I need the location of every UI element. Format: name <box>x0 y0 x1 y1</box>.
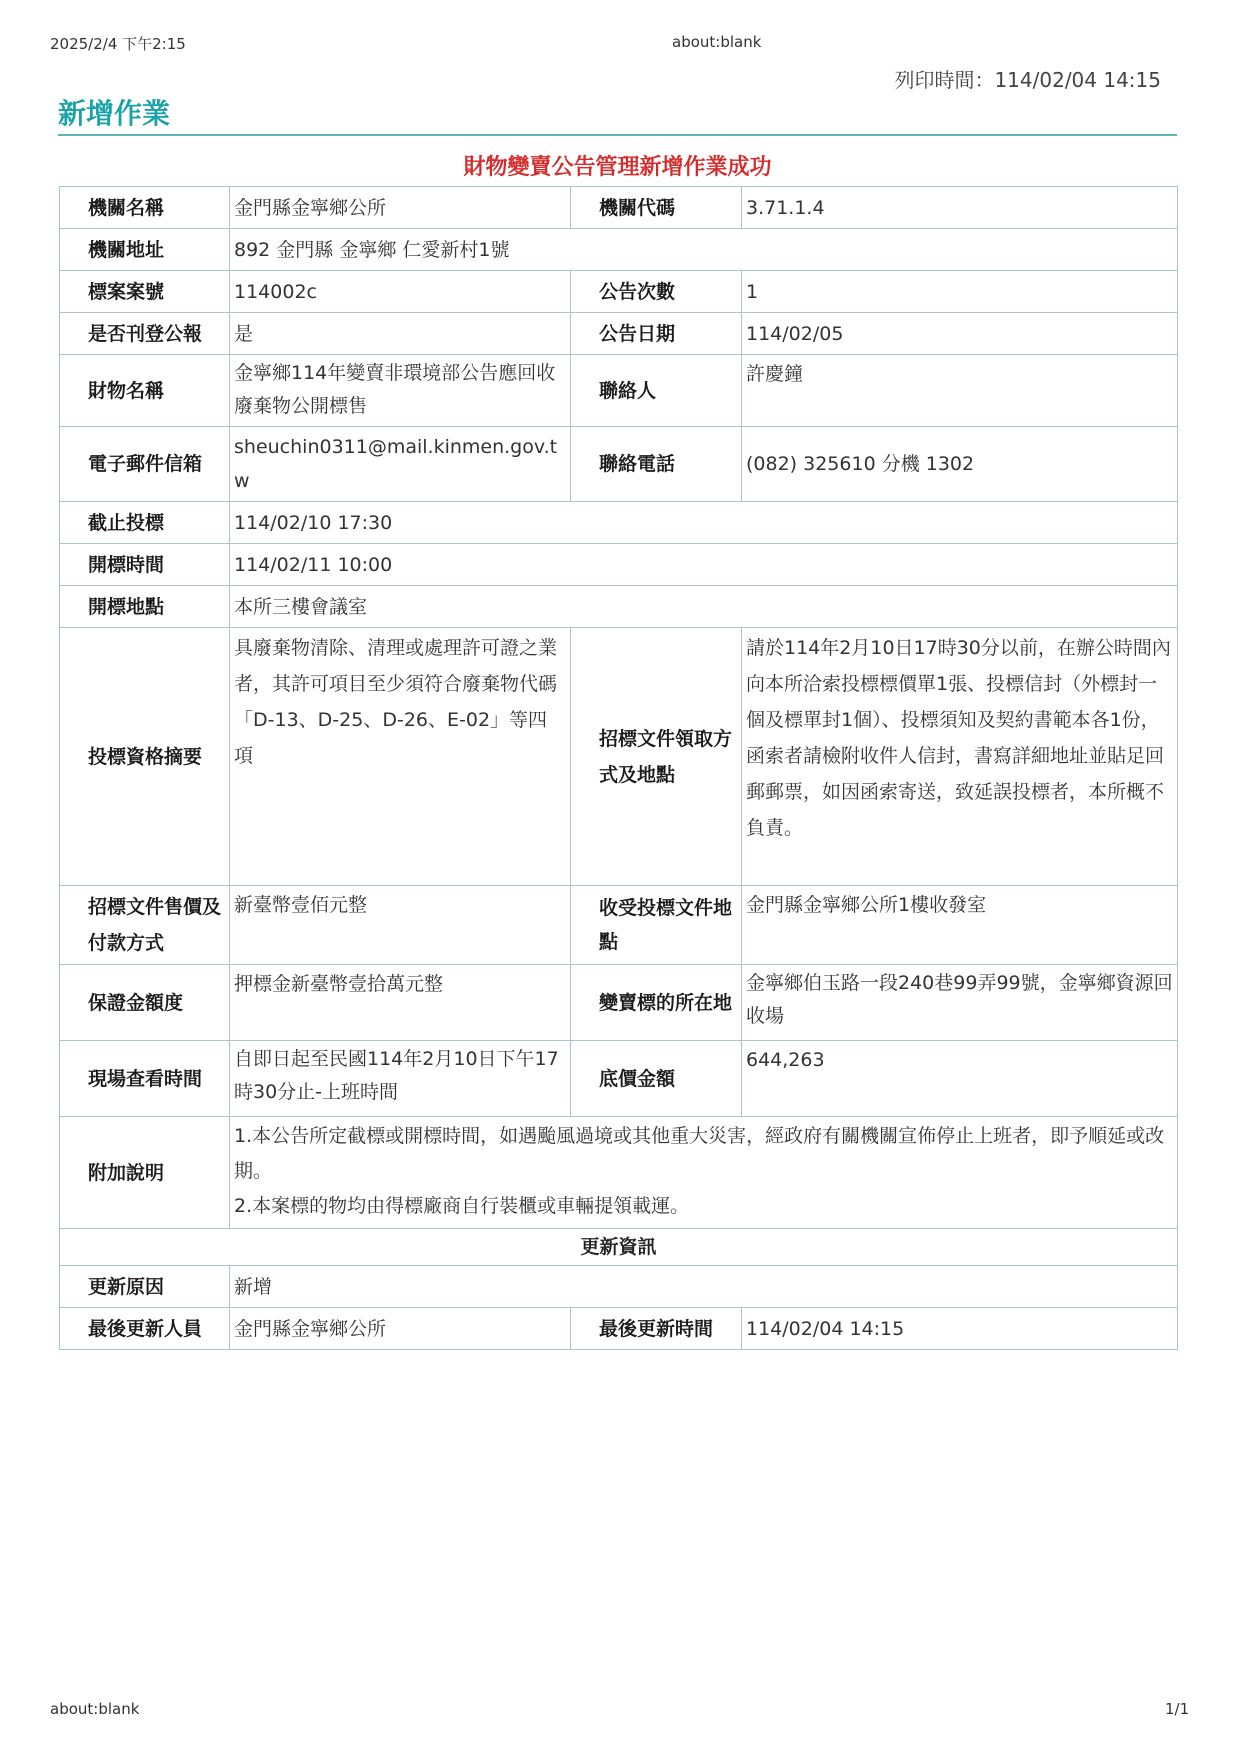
open-time-value: 114/02/11 10:00 <box>230 544 1178 586</box>
agency-name-value: 金門縣金寧鄉公所 <box>230 187 571 229</box>
agency-address-label: 機關地址 <box>60 229 230 271</box>
table-row <box>60 1229 1178 1266</box>
email-value: sheuchin0311@mail.kinmen.gov.tw <box>230 427 571 502</box>
doc-method-value: 請於114年2月10日17時30分以前，在辦公時間內向本所洽索投標標價單1張、投標信封（外標封一個及標單封1個）、投標須知及契約書範本各1份，函索者請檢附收件人信封，書寫詳細地址並貼足回郵郵票，如因函索寄送，致延誤投標者，本所概不負責。 <box>742 628 1178 886</box>
agency-code-value: 3.71.1.4 <box>742 187 1178 229</box>
footer-url: about:blank <box>50 1700 140 1718</box>
page-title: 新增作業 <box>58 98 1177 136</box>
success-message: 財物變賣公告管理新增作業成功 <box>463 155 772 180</box>
open-time-label: 開標時間 <box>60 544 230 586</box>
table-row <box>60 187 1178 229</box>
location-label: 變賣標的所在地 <box>571 965 742 1041</box>
update-reason-value: 新增 <box>230 1266 1178 1308</box>
base-price-label: 底價金額 <box>571 1041 742 1117</box>
announce-count-label: 公告次數 <box>571 271 742 313</box>
table-row <box>60 544 1178 586</box>
table-row <box>60 1308 1178 1350</box>
contact-label: 聯絡人 <box>571 355 742 427</box>
table-row <box>60 1041 1178 1117</box>
deposit-value: 押標金新臺幣壹拾萬元整 <box>230 965 571 1041</box>
table-row <box>60 313 1178 355</box>
agency-address-value: 892 金門縣 金寧鄉 仁愛新村1號 <box>230 229 1178 271</box>
contact-value: 許慶鐘 <box>742 355 1178 427</box>
gazette-label: 是否刊登公報 <box>60 313 230 355</box>
last-update-time-value: 114/02/04 14:15 <box>742 1308 1178 1350</box>
table-row <box>60 1117 1178 1229</box>
qualification-label: 投標資格摘要 <box>60 628 230 886</box>
open-place-label: 開標地點 <box>60 586 230 628</box>
table-row <box>60 965 1178 1041</box>
page-count: 1/1 <box>1165 1700 1190 1718</box>
note-item: 1.本公告所定截標或開標時間，如遇颱風過境或其他重大災害，經政府有關機關宣佈停止上班者，即予順延或改期。 <box>234 1125 1165 1182</box>
bid-deadline-value: 114/02/10 17:30 <box>230 502 1178 544</box>
table-row <box>60 229 1178 271</box>
qualification-value: 具廢棄物清除、清理或處理許可證之業者，其許可項目至少須符合廢棄物代碼「D-13、D-25、D-26、E-02」等四項 <box>230 628 571 886</box>
gazette-value: 是 <box>230 313 571 355</box>
announcement-table <box>59 186 1178 1350</box>
note-label: 附加說明 <box>60 1117 230 1229</box>
print-time: 列印時間：114/02/04 14:15 <box>894 68 1161 92</box>
case-no-value: 114002c <box>230 271 571 313</box>
email-label: 電子郵件信箱 <box>60 427 230 502</box>
table-row <box>60 355 1178 427</box>
table-row <box>60 271 1178 313</box>
agency-name-label: 機關名稱 <box>60 187 230 229</box>
property-name-label: 財物名稱 <box>60 355 230 427</box>
note-item: 2.本案標的物均由得標廠商自行裝櫃或車輛提領載運。 <box>234 1195 690 1217</box>
open-place-value: 本所三樓會議室 <box>230 586 1178 628</box>
table-row <box>60 1266 1178 1308</box>
announce-date-label: 公告日期 <box>571 313 742 355</box>
table-row <box>60 427 1178 502</box>
note-value <box>230 1117 1178 1229</box>
phone-label: 聯絡電話 <box>571 427 742 502</box>
receive-place-value: 金門縣金寧鄉公所1樓收發室 <box>742 886 1178 965</box>
base-price-value: 644,263 <box>742 1041 1178 1117</box>
doc-method-label: 招標文件領取方式及地點 <box>571 628 742 886</box>
last-updater-value: 金門縣金寧鄉公所 <box>230 1308 571 1350</box>
agency-code-label: 機關代碼 <box>571 187 742 229</box>
inspection-label: 現場查看時間 <box>60 1041 230 1117</box>
update-section-heading: 更新資訊 <box>60 1229 1178 1266</box>
last-update-time-label: 最後更新時間 <box>571 1308 742 1350</box>
property-name-value: 金寧鄉114年變賣非環境部公告應回收廢棄物公開標售 <box>230 355 571 427</box>
browser-datetime: 2025/2/4 下午2:15 <box>50 35 186 53</box>
last-updater-label: 最後更新人員 <box>60 1308 230 1350</box>
phone-value: (082) 325610 分機 1302 <box>742 427 1178 502</box>
browser-tab-title: about:blank <box>672 33 762 51</box>
location-value: 金寧鄉伯玉路一段240巷99弄99號，金寧鄉資源回收場 <box>742 965 1178 1041</box>
inspection-value: 自即日起至民國114年2月10日下午17時30分止-上班時間 <box>230 1041 571 1117</box>
doc-price-label: 招標文件售價及付款方式 <box>60 886 230 965</box>
table-row <box>60 586 1178 628</box>
deposit-label: 保證金額度 <box>60 965 230 1041</box>
case-no-label: 標案案號 <box>60 271 230 313</box>
table-row <box>60 628 1178 886</box>
announce-date-value: 114/02/05 <box>742 313 1178 355</box>
update-reason-label: 更新原因 <box>60 1266 230 1308</box>
bid-deadline-label: 截止投標 <box>60 502 230 544</box>
table-row <box>60 502 1178 544</box>
announce-count-value: 1 <box>742 271 1178 313</box>
receive-place-label: 收受投標文件地點 <box>571 886 742 965</box>
table-row <box>60 886 1178 965</box>
doc-price-value: 新臺幣壹佰元整 <box>230 886 571 965</box>
